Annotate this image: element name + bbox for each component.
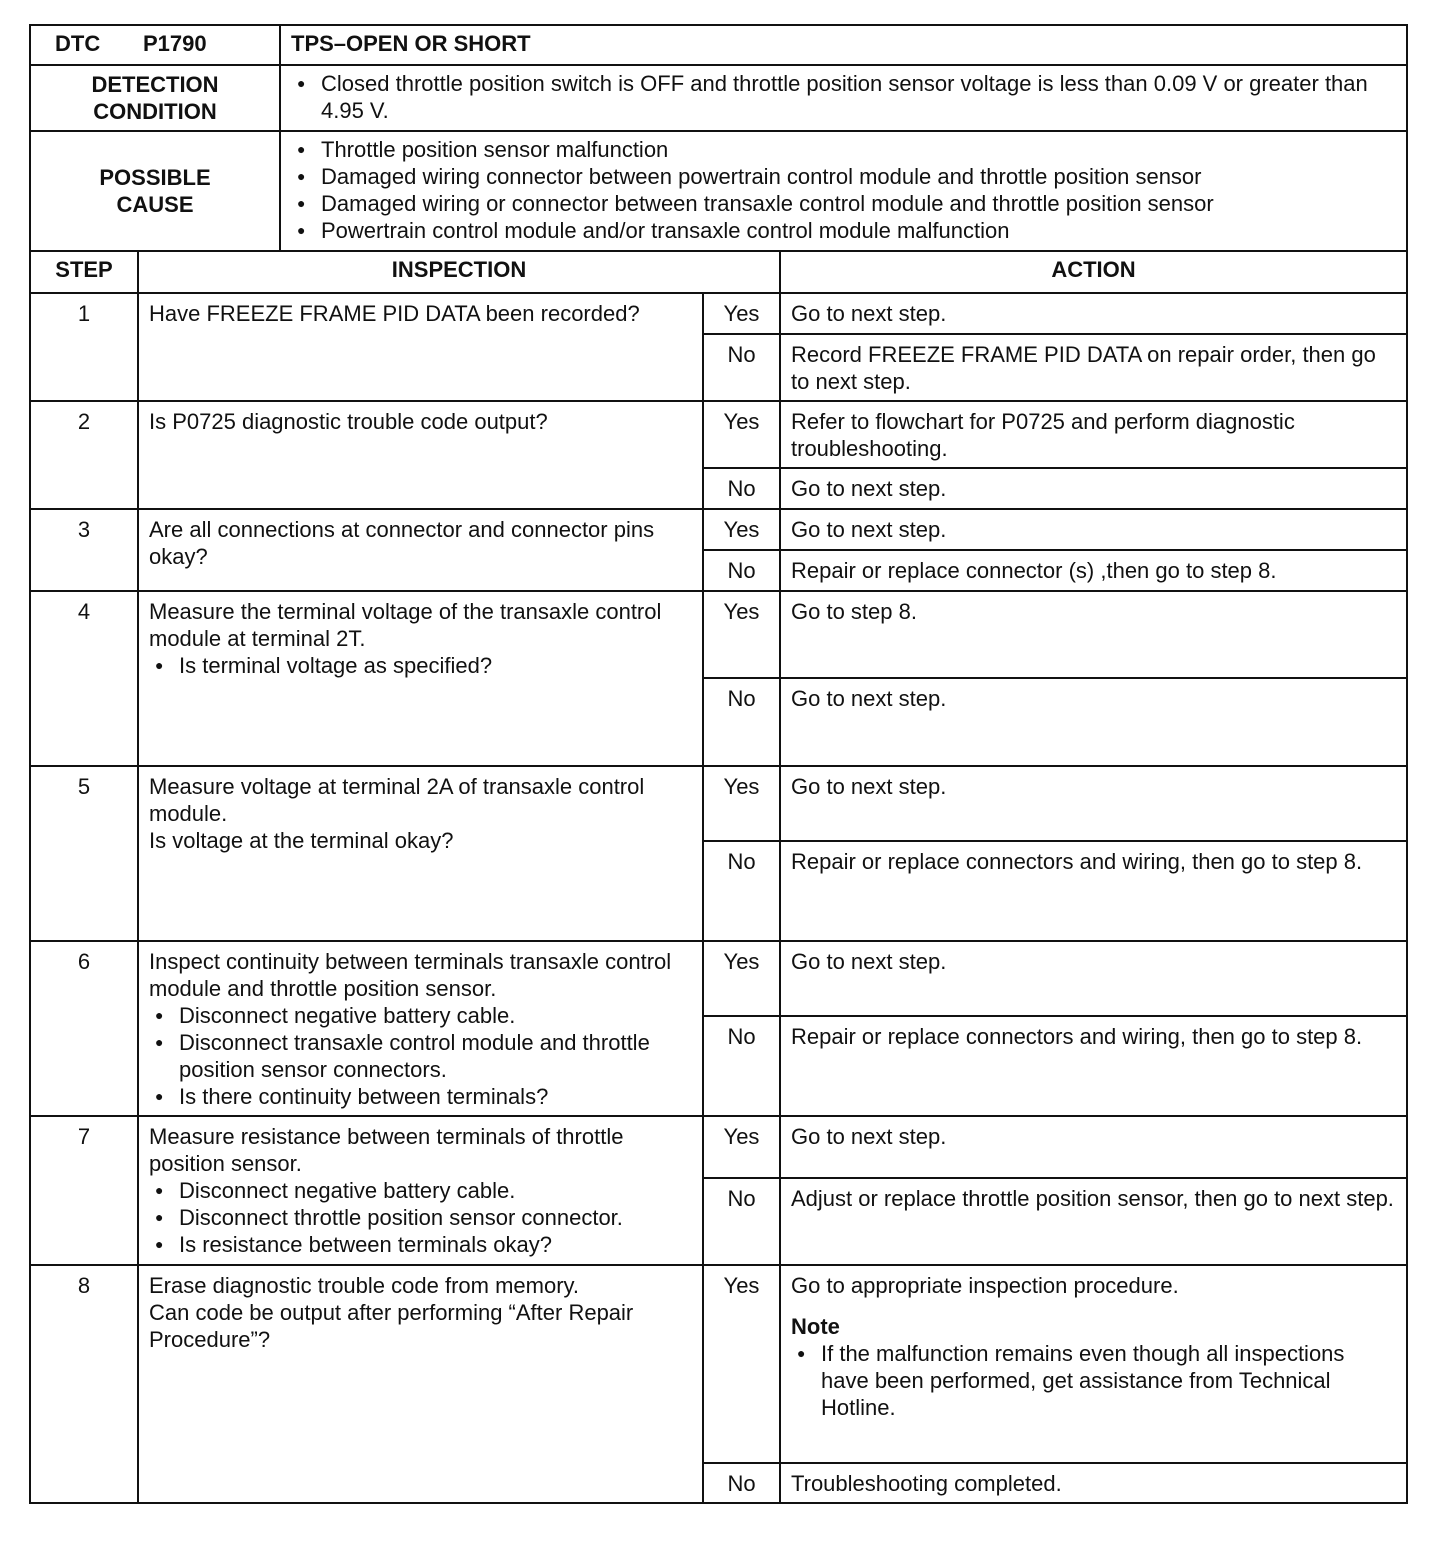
column-header-inspection: INSPECTION [138, 251, 780, 293]
no-action: Go to next step. [780, 468, 1407, 509]
no-label: No [703, 678, 780, 766]
column-header-action: ACTION [780, 251, 1407, 293]
no-action: Repair or replace connectors and wiring, then go to step 8. [780, 1016, 1407, 1116]
yes-action [780, 509, 1407, 550]
step-inspection [138, 1116, 703, 1265]
cause-item: ● Damaged wiring connector between powertrain control module and throttle position sensor [291, 163, 1396, 190]
step-inspection [138, 509, 703, 591]
inspection-bullet: ● Is resistance between terminals okay? [149, 1231, 692, 1258]
no-action: Record FREEZE FRAME PID DATA on repair order, then go to next step. [780, 334, 1407, 401]
yes-action [780, 941, 1407, 1016]
yes-action-text: Go to step 8. [791, 599, 917, 624]
no-label: No [703, 1178, 780, 1265]
cause-item: ● Powertrain control module and/or transaxle control module malfunction [291, 217, 1396, 244]
step-row [30, 293, 1407, 334]
inspection-text: Erase diagnostic trouble code from memory. [149, 1273, 579, 1298]
no-action: Troubleshooting completed. [780, 1463, 1407, 1503]
step-row [30, 941, 1407, 1016]
step-number: 6 [30, 941, 138, 1116]
step-inspection [138, 766, 703, 941]
dtc-label: DTC [55, 31, 101, 56]
yes-label: Yes [703, 1116, 780, 1178]
possible-cause-cell [280, 131, 1407, 251]
no-label: No [703, 841, 780, 941]
inspection-text: Have FREEZE FRAME PID DATA been recorded? [149, 301, 640, 326]
yes-action-text: Go to next step. [791, 1124, 947, 1149]
step-number: 3 [30, 509, 138, 591]
no-action: Repair or replace connectors and wiring, then go to step 8. [780, 841, 1407, 941]
possible-cause-list [291, 136, 1396, 244]
inspection-text: Can code be output after performing “After Repair Procedure”? [149, 1300, 634, 1352]
step-row [30, 1265, 1407, 1463]
yes-action-text: Go to next step. [791, 301, 947, 326]
inspection-text: Is P0725 diagnostic trouble code output? [149, 409, 548, 434]
inspection-bullet: ● Disconnect negative battery cable. [149, 1002, 692, 1029]
no-label: No [703, 550, 780, 591]
yes-action-text: Go to appropriate inspection procedure. [791, 1273, 1179, 1298]
detection-condition-cell [280, 65, 1407, 131]
inspection-bullets [149, 1177, 692, 1258]
no-action: Go to next step. [780, 678, 1407, 766]
note-title: Note [791, 1314, 840, 1339]
inspection-text: Measure the terminal voltage of the transaxle control module at terminal 2T. [149, 599, 662, 651]
inspection-bullet: ● Disconnect throttle position sensor connector. [149, 1204, 692, 1231]
detection-condition-label: DETECTION CONDITION [30, 65, 280, 131]
dtc-document [29, 24, 1408, 1504]
yes-label: Yes [703, 941, 780, 1016]
note-list [791, 1340, 1396, 1421]
yes-action [780, 1116, 1407, 1178]
yes-action-text: Refer to flowchart for P0725 and perform diagnostic troubleshooting. [791, 409, 1295, 461]
inspection-text: Is voltage at the terminal okay? [149, 828, 454, 853]
yes-action [780, 401, 1407, 468]
yes-label: Yes [703, 766, 780, 841]
dtc-header-table [29, 24, 1408, 252]
yes-action [780, 293, 1407, 334]
cause-item: ● Damaged wiring or connector between transaxle control module and throttle position sensor [291, 190, 1396, 217]
column-header-step: STEP [30, 251, 138, 293]
possible-cause-label: POSSIBLE CAUSE [30, 131, 280, 251]
yes-action-text: Go to next step. [791, 949, 947, 974]
no-label: No [703, 1463, 780, 1503]
yes-action [780, 591, 1407, 678]
yes-action-text: Go to next step. [791, 517, 947, 542]
dtc-code: P1790 [143, 31, 207, 56]
yes-action [780, 766, 1407, 841]
step-inspection [138, 941, 703, 1116]
dtc-title: TPS–OPEN OR SHORT [280, 25, 1407, 65]
yes-action-text: Go to next step. [791, 774, 947, 799]
inspection-text: Are all connections at connector and connector pins okay? [149, 517, 655, 569]
step-number: 7 [30, 1116, 138, 1265]
yes-label: Yes [703, 509, 780, 550]
no-label: No [703, 1016, 780, 1116]
cause-item: ● Throttle position sensor malfunction [291, 136, 1396, 163]
step-inspection [138, 591, 703, 766]
inspection-text: Measure voltage at terminal 2A of transaxle control module. [149, 774, 645, 826]
step-row [30, 509, 1407, 550]
step-number: 4 [30, 591, 138, 766]
yes-label: Yes [703, 1265, 780, 1463]
detection-item: ● Closed throttle position switch is OFF and throttle position sensor voltage is less than 0.09 V or greater than 4.95 V. [291, 70, 1396, 124]
inspection-text: Inspect continuity between terminals transaxle control module and throttle position sensor. [149, 949, 672, 1001]
inspection-text: Measure resistance between terminals of throttle position sensor. [149, 1124, 624, 1176]
inspection-bullet: ● Disconnect transaxle control module and throttle position sensor connectors. [149, 1029, 692, 1083]
step-row [30, 591, 1407, 678]
detection-condition-list [291, 70, 1396, 124]
no-label: No [703, 334, 780, 401]
step-row [30, 401, 1407, 468]
note-item: ● If the malfunction remains even though all inspections have been performed, get assistance from Technical Hotline. [791, 1340, 1396, 1421]
yes-label: Yes [703, 401, 780, 468]
no-action: Adjust or replace throttle position sensor, then go to next step. [780, 1178, 1407, 1265]
step-inspection [138, 401, 703, 509]
yes-action [780, 1265, 1407, 1463]
yes-label: Yes [703, 591, 780, 678]
step-inspection [138, 293, 703, 401]
step-row [30, 1116, 1407, 1178]
inspection-bullet: ● Disconnect negative battery cable. [149, 1177, 692, 1204]
no-label: No [703, 468, 780, 509]
inspection-bullets [149, 652, 692, 679]
dtc-code-cell [30, 25, 280, 65]
step-inspection [138, 1265, 703, 1503]
inspection-bullet: ● Is terminal voltage as specified? [149, 652, 692, 679]
step-number: 5 [30, 766, 138, 941]
step-number: 2 [30, 401, 138, 509]
step-number: 1 [30, 293, 138, 401]
inspection-bullet: ● Is there continuity between terminals? [149, 1083, 692, 1110]
yes-label: Yes [703, 293, 780, 334]
step-row [30, 766, 1407, 841]
step-number: 8 [30, 1265, 138, 1503]
inspection-steps-table [29, 250, 1408, 1504]
inspection-bullets [149, 1002, 692, 1110]
no-action: Repair or replace connector (s) ,then go to step 8. [780, 550, 1407, 591]
